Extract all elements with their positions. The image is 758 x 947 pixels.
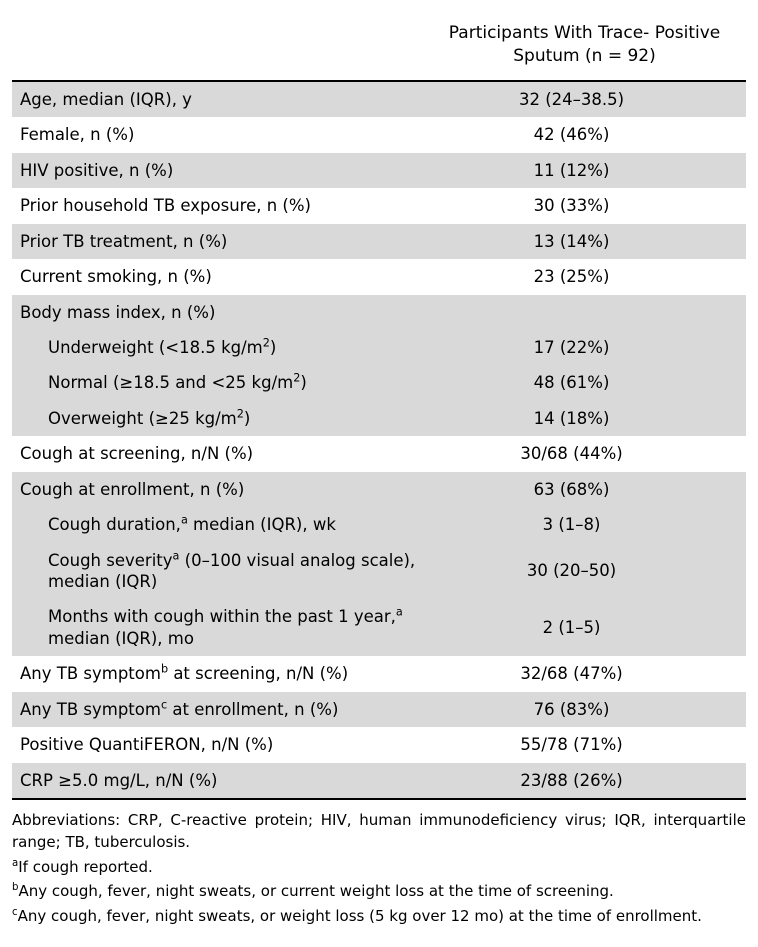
table-row xyxy=(12,295,746,330)
row-value: 13 (14%) xyxy=(423,224,746,259)
row-label: Normal (≥18.5 and <25 $kg/m^2$) xyxy=(12,365,423,400)
table-row xyxy=(12,81,746,117)
table-head xyxy=(12,18,746,81)
table-row xyxy=(12,365,746,400)
row-label: Body mass index, n (%) xyxy=(12,295,423,330)
row-value: 14 (18%) xyxy=(423,401,746,436)
table-row xyxy=(12,656,746,691)
footnote-marker-c: c xyxy=(12,907,18,919)
row-label: HIV positive, n (%) xyxy=(12,153,423,188)
row-label: CRP ≥5.0 mg/L, n/N (%) xyxy=(12,763,423,799)
row-value: 32/68 (47%) xyxy=(423,656,746,691)
footnote-c-text: Any cough, fever, night sweats, or weight loss (5 kg over 12 mo) at the time of enrollment. xyxy=(17,907,702,926)
row-value: 76 (83%) xyxy=(423,692,746,727)
table-row xyxy=(12,692,746,727)
table-row xyxy=(12,224,746,259)
footnote-b-text: Any cough, fever, night sweats, or current weight loss at the time of screening. xyxy=(18,882,614,901)
table-row xyxy=(12,727,746,762)
row-label: Prior TB treatment, n (%) xyxy=(12,224,423,259)
table-row xyxy=(12,599,746,656)
row-value: 32 (24–38.5) xyxy=(423,81,746,117)
table-body xyxy=(12,81,746,799)
row-label: Any TB symptom$^c$ at enrollment, n (%) xyxy=(12,692,423,727)
row-value: 30 (33%) xyxy=(423,188,746,223)
row-value: 63 (68%) xyxy=(423,472,746,507)
row-label: Cough at enrollment, n (%) xyxy=(12,472,423,507)
row-label: Prior household TB exposure, n (%) xyxy=(12,188,423,223)
footnote-marker-b: b xyxy=(12,882,19,894)
footnotes xyxy=(0,800,758,928)
footnote-abbreviations: Abbreviations: CRP, C-reactive protein; HIV, human immunodeficiency virus; IQR, interquartile range; TB, tuberculosis. xyxy=(12,811,746,851)
row-value: 11 (12%) xyxy=(423,153,746,188)
row-value: 23/88 (26%) xyxy=(423,763,746,799)
footnote-b xyxy=(12,881,746,903)
footnote-a xyxy=(12,857,746,879)
table-row xyxy=(12,401,746,436)
table-row xyxy=(12,117,746,152)
table-row xyxy=(12,472,746,507)
row-value: 30 (20–50) xyxy=(423,543,746,600)
row-label: Age, median (IQR), y xyxy=(12,81,423,117)
row-value: 17 (22%) xyxy=(423,330,746,365)
row-value: 48 (61%) xyxy=(423,365,746,400)
header-blank-cell xyxy=(12,18,423,78)
row-label: Cough severity$^a$ (0–100 visual analog scale), median (IQR) xyxy=(12,543,423,600)
footnote-a-text: If cough reported. xyxy=(18,857,153,876)
row-label: Underweight (<18.5 $kg/m^2$) xyxy=(12,330,423,365)
row-label: Cough duration,$^a$ median (IQR), wk xyxy=(12,507,423,542)
row-label: Female, n (%) xyxy=(12,117,423,152)
row-value: 55/78 (71%) xyxy=(423,727,746,762)
row-label: Any TB symptom$^b$ at screening, n/N (%) xyxy=(12,656,423,691)
characteristics-table xyxy=(12,18,746,800)
footnote-c xyxy=(12,906,746,928)
row-label: Positive QuantiFERON, n/N (%) xyxy=(12,727,423,762)
row-value: 42 (46%) xyxy=(423,117,746,152)
row-label: Current smoking, n (%) xyxy=(12,259,423,294)
row-value: 30/68 (44%) xyxy=(423,436,746,471)
row-value: 23 (25%) xyxy=(423,259,746,294)
table-row xyxy=(12,153,746,188)
row-label: Months with cough within the past 1 year,$^a$ median (IQR), mo xyxy=(12,599,423,656)
table-row xyxy=(12,507,746,542)
row-value: 2 (1–5) xyxy=(423,599,746,656)
footnote-marker-a: a xyxy=(12,857,19,869)
table-row xyxy=(12,436,746,471)
table-row xyxy=(12,259,746,294)
row-label: Cough at screening, n/N (%) xyxy=(12,436,423,471)
table-row xyxy=(12,763,746,799)
row-value: 3 (1–8) xyxy=(423,507,746,542)
header-participants-column: Participants With Trace- Positive Sputum (n = 92) xyxy=(423,18,746,78)
row-value xyxy=(423,295,746,330)
table-row xyxy=(12,330,746,365)
table-row xyxy=(12,188,746,223)
table-row xyxy=(12,543,746,600)
row-label: Overweight (≥25 $kg/m^2$) xyxy=(12,401,423,436)
